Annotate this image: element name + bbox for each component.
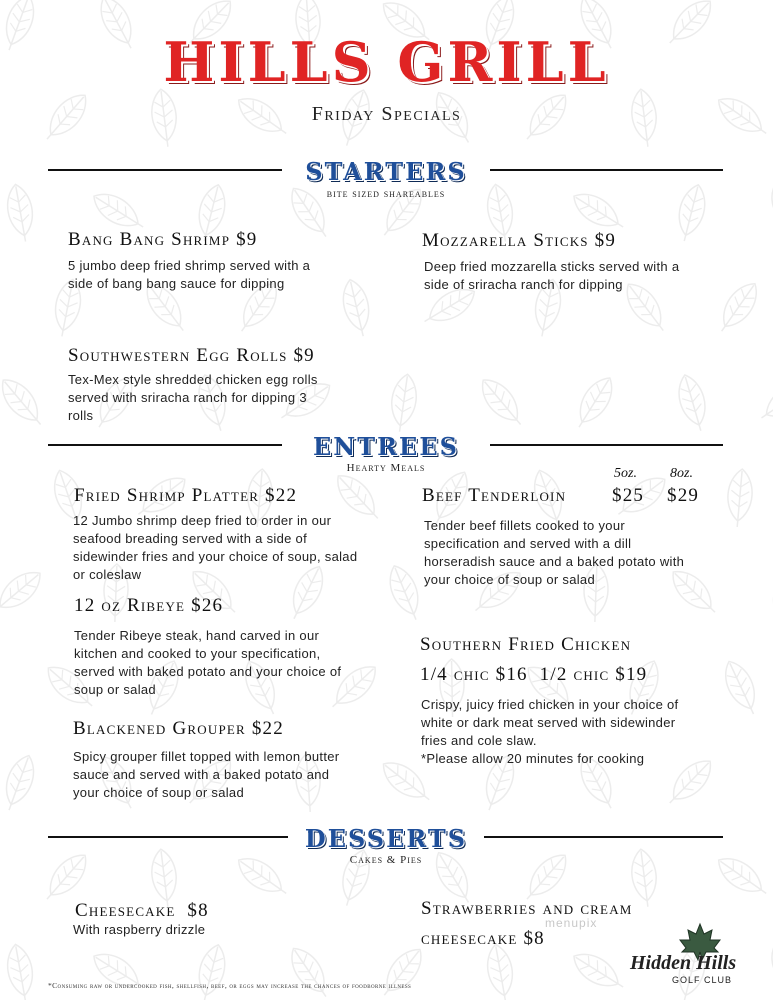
menu-item-name: Bang Bang Shrimp $9: [68, 229, 258, 250]
leaf-pattern-icon: [629, 848, 660, 908]
section-subheading-starters: bite sized shareables: [326, 188, 446, 200]
leaf-pattern-icon: [0, 372, 50, 432]
leaf-pattern-icon: [232, 850, 293, 903]
section-heading-desserts: DESSERTS: [304, 824, 468, 853]
logo-text: Hidden Hills: [630, 952, 737, 974]
menu-item-name: Cheesecake $8: [75, 900, 209, 921]
menu-item-description: Spicy grouper fillet topped with lemon butter sauce and served with a baked potato and your choice of soup or salad: [73, 749, 340, 800]
size-label-5oz: 5oz.: [614, 466, 637, 481]
leaf-pattern-icon: [764, 182, 773, 244]
leaf-pattern-icon: [388, 373, 420, 434]
leaf-pattern-icon: [712, 850, 773, 903]
divider-right: [484, 836, 723, 838]
leaf-pattern-icon: [0, 564, 48, 620]
leaf-pattern-icon: [712, 277, 765, 338]
leaf-pattern-icon: [673, 182, 710, 244]
leaf-pattern-icon: [474, 372, 530, 432]
leaf-pattern-icon: [338, 277, 374, 339]
logo-subtext: GOLF CLUB: [672, 975, 733, 985]
section-heading-entrees: ENTREES: [313, 432, 459, 461]
leaf-pattern-icon: [375, 942, 430, 1000]
menu-item-price-8oz: $29: [667, 485, 700, 506]
section-heading-starters: STARTERS: [305, 157, 467, 186]
menu-item-description: Tex-Mex style shredded chicken egg rolls served with sriracha ranch for dipping 3 rolls: [68, 372, 318, 423]
section-subheading-entrees: Hearty Meals: [346, 462, 426, 474]
club-logo: [630, 922, 765, 992]
health-disclaimer: *Consuming raw or undercooked fish, shellfish, beef, or eggs may increase the chances of foodborne illness: [48, 981, 412, 990]
menu-item-name: Fried Shrimp Platter $22: [74, 485, 298, 506]
menu-item-name-line2: cheesecake $8: [421, 928, 545, 949]
divider-right: [490, 169, 723, 171]
menu-subtitle: Friday Specials: [311, 103, 462, 125]
leaf-pattern-icon: [383, 561, 427, 624]
menu-item-price-line: 1/4 chic $16 1/2 chic $19: [420, 664, 648, 685]
leaf-pattern-icon: [193, 942, 230, 1000]
menu-item-description: Tender Ribeye steak, hand carved in our kitchen and cooked to your specification, served with baked potato and your choice of soup or salad: [74, 628, 342, 697]
leaf-pattern-icon: [484, 942, 518, 1000]
leaf-pattern-icon: [0, 751, 40, 814]
divider-right: [490, 444, 723, 446]
leaf-pattern-icon: [4, 182, 38, 243]
restaurant-title: HILLS GRILL: [163, 30, 610, 94]
divider-left: [48, 836, 288, 838]
menu-item-description: 12 Jumbo shrimp deep fried to order in our seafood breading served with a side of sidewinder fries and your choice of soup, salad or coleslaw: [73, 513, 358, 582]
leaf-pattern-icon: [38, 848, 94, 908]
leaf-pattern-icon: [568, 946, 630, 997]
leaf-pattern-icon: [718, 656, 764, 719]
leaf-pattern-icon: [725, 468, 754, 528]
leaf-pattern-icon: [569, 372, 620, 434]
menu-item-description: Crispy, juicy fried chicken in your choice of white or dark meat served with sidewinder fries and cole slaw.: [421, 697, 679, 748]
menu-item-description: Deep fried mozzarella sticks served with a side of sriracha ranch for dipping: [424, 259, 680, 292]
menu-item-description: 5 jumbo deep fried shrimp served with a side of bang bang sauce for dipping: [68, 258, 311, 291]
menu-item-name: Blackened Grouper $22: [73, 718, 284, 739]
leaf-pattern-icon: [4, 942, 38, 1000]
leaf-pattern-icon: [763, 561, 773, 624]
menu-item-price-5oz: $25: [612, 485, 645, 506]
leaf-pattern-icon: [755, 376, 773, 428]
size-label-8oz: 8oz.: [670, 466, 693, 481]
leaf-pattern-icon: [284, 942, 336, 1000]
section-subheading-desserts: Cakes & Pies: [349, 854, 423, 866]
menu-item-description: Tender beef fillets cooked to your specification and served with a dill horseradish sauce and a baked potato with your choice of soup or salad: [424, 518, 685, 587]
menu-item-name: Southern Fried Chicken: [420, 634, 632, 655]
divider-left: [48, 444, 282, 446]
leaf-pattern-icon: [673, 372, 712, 434]
menu-item-note: *Please allow 20 minutes for cooking: [421, 751, 645, 766]
menu-item-name: Southwestern Egg Rolls $9: [68, 345, 315, 366]
menu-item-name: 12 oz Ribeye $26: [74, 595, 224, 616]
menu-item-name: Beef Tenderloin: [422, 485, 567, 506]
divider-left: [48, 169, 282, 171]
menu-item-name: Strawberries and cream: [421, 898, 633, 919]
watermark: menupix: [545, 916, 598, 930]
menu-item-name: Mozzarella Sticks $9: [422, 230, 617, 251]
menu-item-description: With raspberry drizzle: [73, 922, 206, 937]
